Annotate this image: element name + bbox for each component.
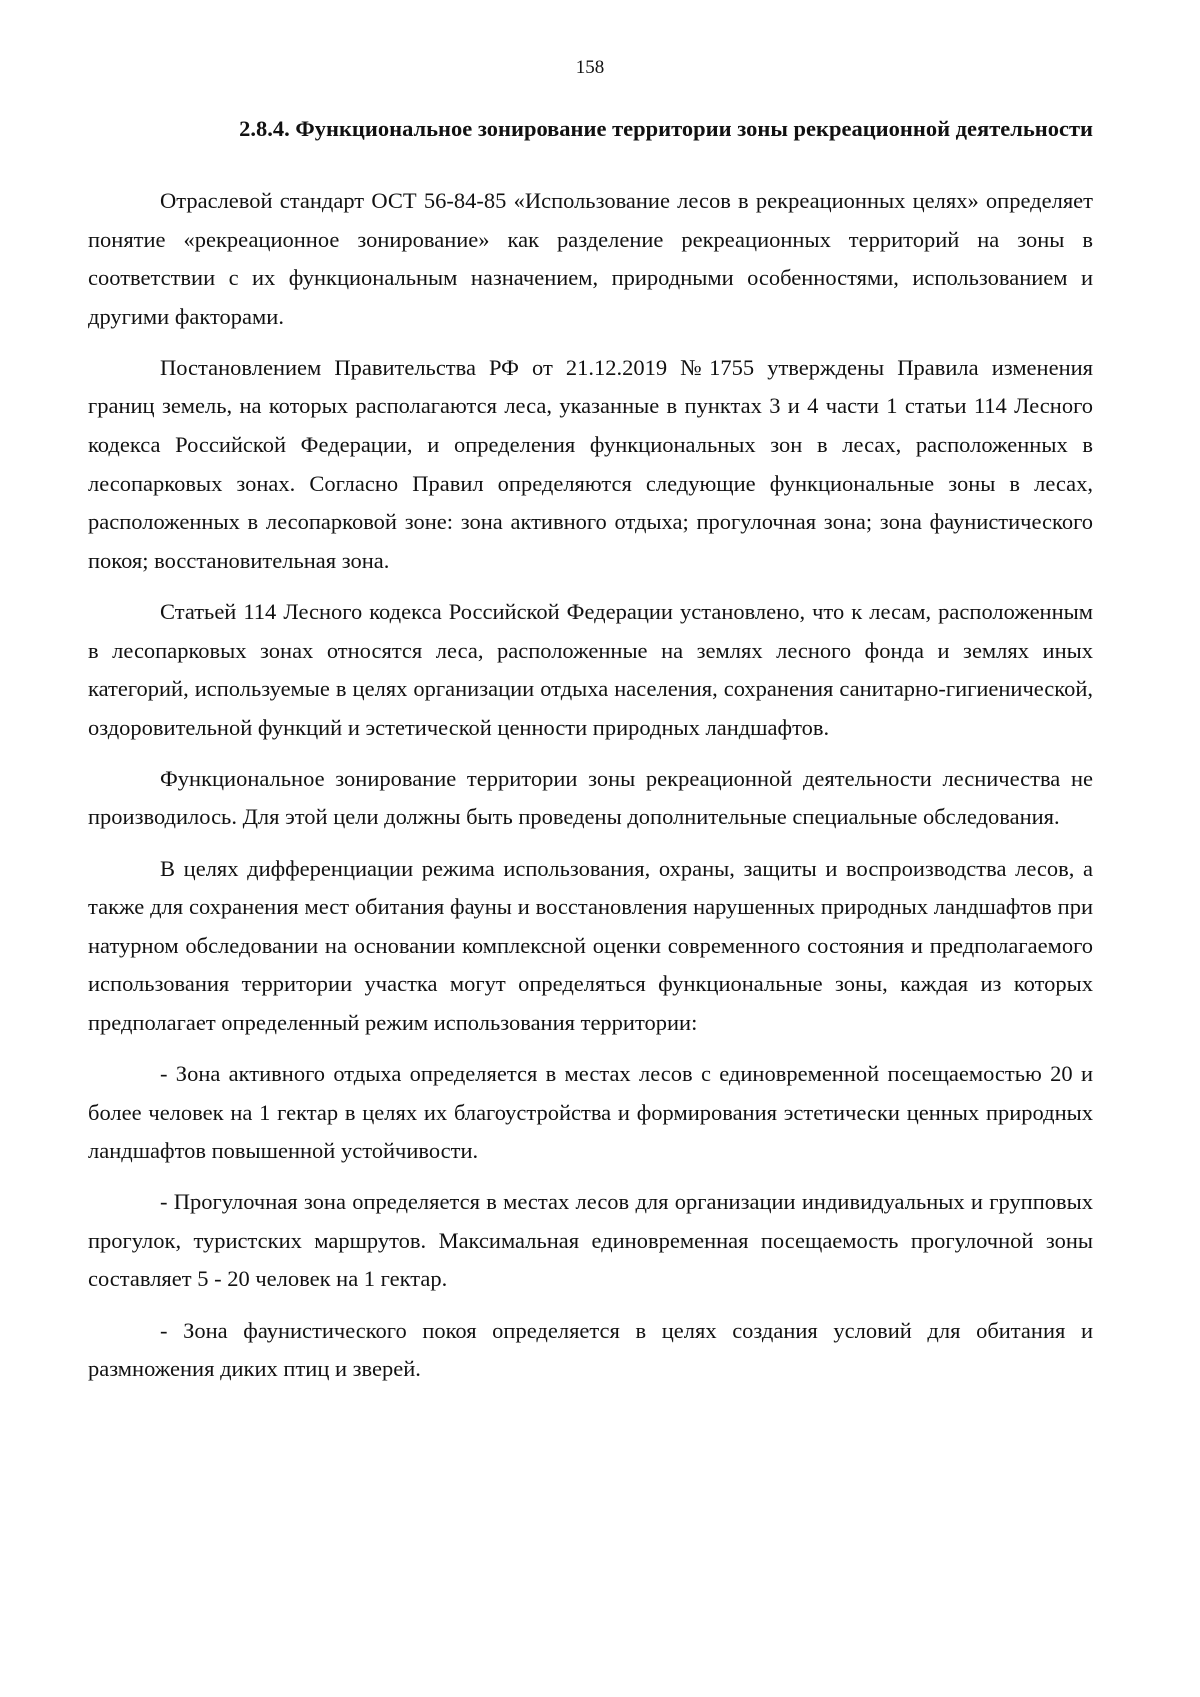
list-item-walking-zone: - Прогулочная зона определяется в местах лесов для организации индивидуальных и групповых прогулок, туристских маршрутов. Максимальная единовременная посещаемость прогулочной зоны составляет 5 - 20 человек на 1 гектар. [88,1189,1093,1292]
document-body [88,182,1093,1389]
section-title: 2.8.4. Функциональное зонирование территории зоны рекреационной деятельности [239,116,1093,141]
paragraph-ost-standard: Отраслевой стандарт ОСТ 56-84-85 «Использование лесов в рекреационных целях» определяет понятие «рекреационное зонирование» как разделение рекреационных территорий на зоны в соответствии с их функциональным назначением, природными особенностями, использованием и другими факторами. [88,188,1093,329]
paragraph-forest-code-article: Статьей 114 Лесного кодекса Российской Федерации установлено, что к лесам, расположенным в лесопарковых зонах относятся леса, расположенные на землях лесного фонда и землях иных категорий, используемые в целях организации отдыха населения, сохранения санитарно-гигиенической, оздоровительной функций и эстетической ценности природных ландшафтов. [88,598,1093,740]
list-item-active-recreation-zone: - Зона активного отдыха определяется в местах лесов с единовременной посещаемостью 20 и более человек на 1 гектар в целях их благоустройства и формирования эстетически ценных природных ландшафтов повышенной устойчивости. [88,1060,1093,1164]
list-item-faunistic-rest-zone: - Зона фаунистического покоя определяется в целях создания условий для обитания и размножения диких птиц и зверей. [88,1317,1093,1382]
paragraph-government-decree: Постановлением Правительства РФ от 21.12.2019 №1755 утверждены Правила изменения границ земель, на которых располагаются леса, указанные в пунктах 3 и 4 части 1 статьи 114 Лесного кодекса Российской Федерации, и определения функциональных зон в лесах, расположенных в лесопарковых зонах. Согласно Правил определяются следующие функциональные зоны в лесах, расположенных в лесопарковой зоне: зона активного отдыха; прогулочная зона; зона фаунистического покоя; восстановительная зона. [88,354,1093,573]
paragraph-differentiation-purpose: В целях дифференциации режима использования, охраны, защиты и воспроизводства лесов, а также для сохранения мест обитания фауны и восстановления нарушенных природных ландшафтов при натурном обследовании на основании комплексной оценки современного состояния и предполагаемого использования территории участка могут определяться функциональные зоны, каждая из которых предполагает определенный режим использования территории: [88,855,1093,1035]
paragraph-zoning-not-performed: Функциональное зонирование территории зоны рекреационной деятельности лесничества не производилось. Для этой цели должны быть проведены дополнительные специальные обследования. [88,765,1093,830]
page-number: 158 [575,57,605,78]
